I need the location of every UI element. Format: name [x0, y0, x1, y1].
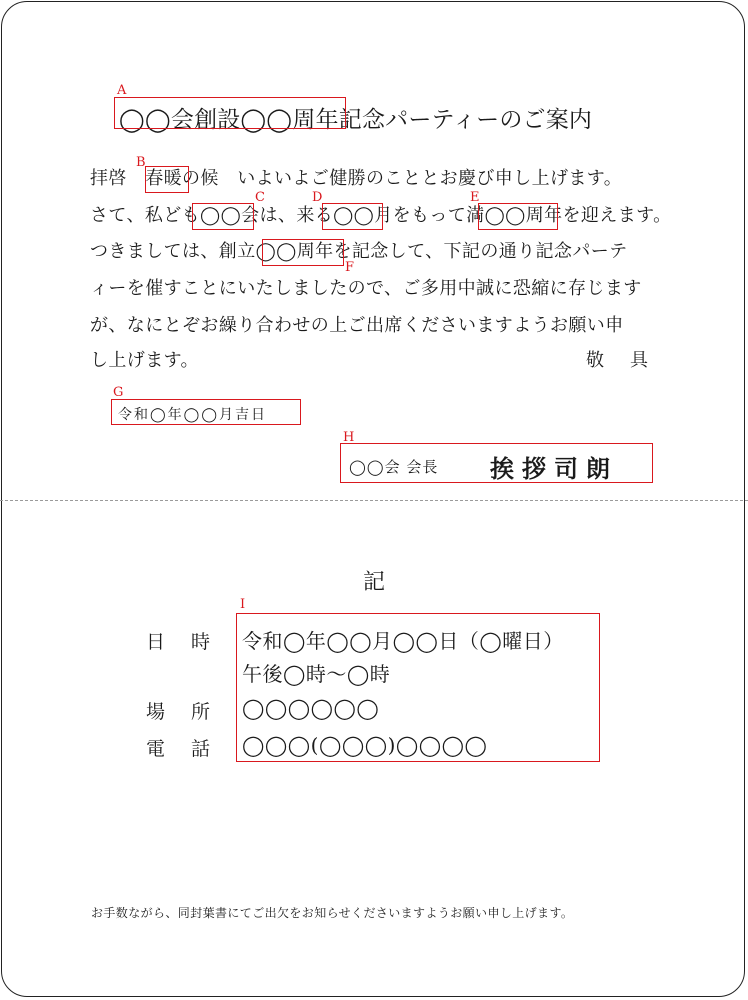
closing-keigu: 敬 具 — [586, 350, 652, 371]
marker-box-b — [145, 166, 189, 193]
marker-box-c — [192, 203, 254, 230]
body-line-1: 拝啓 春暖の候 いよいよご健勝のこととお慶び申し上げます。 — [90, 168, 623, 189]
datetime-label: 日時 — [146, 631, 237, 653]
marker-label-e: E — [470, 190, 480, 205]
signature-name: 挨拶司朗 — [490, 454, 618, 483]
card-border — [1, 1, 745, 997]
body-line-2: さて、私ども◯◯会は、来る◯◯月をもって満◯◯周年を迎えます。 — [90, 205, 672, 226]
body-line-4: ィーを催すことにいたしましたので、ご多用中誠に恐縮に存じます — [90, 278, 642, 299]
page-title: ◯◯会創設◯◯周年記念パーティーのご案内 — [119, 107, 593, 133]
marker-box-a — [114, 97, 346, 129]
body-line-5: が、なにとぞお繰り合わせの上ご出席くださいますようお願い申 — [90, 315, 624, 336]
marker-label-b: B — [136, 155, 146, 170]
phone-label: 電話 — [146, 738, 237, 760]
phone-value: ◯◯◯(◯◯◯)◯◯◯◯ — [242, 733, 488, 757]
place-label: 場所 — [146, 701, 237, 723]
ki-heading: 記 — [363, 570, 386, 595]
place-value: ◯◯◯◯◯◯ — [242, 696, 380, 720]
marker-label-i: I — [240, 597, 246, 612]
issue-date: 令和◯年◯◯月吉日 — [118, 407, 268, 423]
marker-label-c: C — [255, 190, 265, 205]
marker-box-e — [478, 203, 558, 230]
marker-box-f — [262, 239, 344, 266]
body-line-3: つきましては、創立◯◯周年を記念して、下記の通り記念パーテ — [90, 241, 628, 262]
body-line-6: し上げます。 — [90, 350, 199, 371]
footer-note: お手数ながら、同封葉書にてご出欠をお知らせくださいますようお願い申し上げます。 — [91, 906, 574, 920]
signature-org: ◯◯会 会長 — [349, 458, 439, 476]
cut-line — [0, 500, 748, 501]
marker-box-d — [322, 203, 383, 230]
marker-label-d: D — [312, 190, 323, 205]
datetime-line-2: 午後◯時～◯時 — [242, 662, 391, 686]
datetime-line-1: 令和◯年◯◯月◯◯日（◯曜日） — [242, 629, 564, 653]
marker-label-a: A — [117, 83, 127, 98]
marker-label-f: F — [345, 260, 355, 275]
marker-label-h: H — [343, 430, 355, 445]
marker-label-g: G — [113, 385, 124, 400]
